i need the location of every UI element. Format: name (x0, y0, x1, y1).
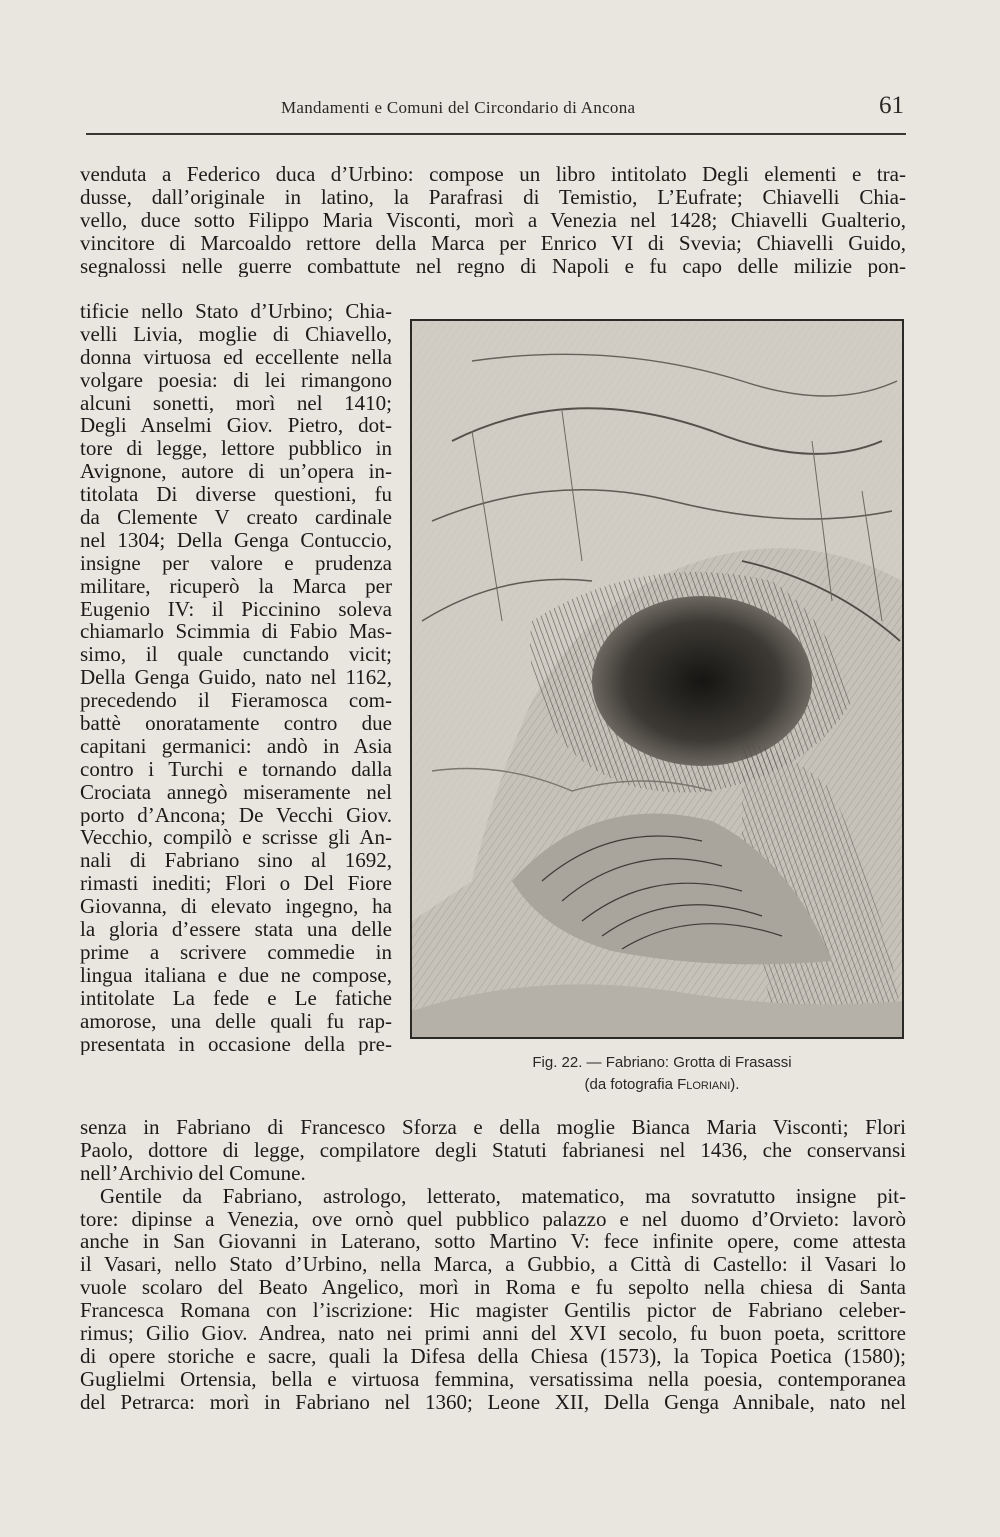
caption-line-1: Fig. 22. — Fabriano: Grotta di Frasassi (532, 1054, 792, 1071)
text-line: vuole scolaro del Beato Angelico, morì in Roma e fu sepolto nella chiesa di Santa (80, 1276, 906, 1300)
text-line: precedendo il Fieramosca com- (80, 689, 392, 713)
bottom-paragraphs (80, 1116, 906, 1414)
page-number: 61 (879, 92, 904, 119)
header-rule (86, 133, 906, 135)
page-header (86, 92, 906, 132)
caption-prefix: (da fotografia (584, 1076, 678, 1093)
text-line: Degli Anselmi Giov. Pietro, dot- (80, 414, 392, 438)
text-line: volgare poesia: di lei rimangono (80, 368, 392, 392)
text-line: capitani germanici: andò in Asia (80, 734, 392, 758)
text-line: dusse, dall’originale in latino, la Parafrasi di Temistio, L’Eufrate; Chiavelli Chia- (80, 185, 906, 209)
text-line: titolata Di diverse questioni, fu (80, 483, 392, 507)
figure-caption (420, 1052, 904, 1096)
text-line: contro i Turchi e tornando dalla (80, 757, 392, 781)
running-title: Mandamenti e Comuni del Circondario di Ancona (281, 98, 636, 117)
text-line: da Clemente V creato cardinale (80, 506, 392, 529)
text-line: porto d’Ancona; De Vecchi Giov. (80, 803, 392, 827)
text-line: Vecchio, compilò e scrisse gli An- (80, 826, 392, 850)
text-line: Gentile da Fabriano, astrologo, letterato, matematico, ma sovratutto insigne pit- (100, 1184, 906, 1208)
text-line: tore di legge, lettore pubblico in (80, 437, 392, 461)
text-line: Eugenio IV: il Piccinino soleva (80, 597, 392, 621)
text-line: battè onoratamente contro due (80, 712, 392, 735)
left-column-text (80, 300, 392, 1055)
text-line: Giovanna, di elevato ingegno, ha (80, 895, 392, 919)
text-line: Della Genga Guido, nato nel 1162, (80, 666, 392, 690)
text-line: chiamarlo Scimmia di Fabio Mas- (80, 620, 392, 644)
text-line: anche in San Giovanni in Laterano, sotto Martino V: fece infinite opere, come attesta (80, 1230, 906, 1254)
text-line: il Vasari, nello Stato d’Urbino, nella Marca, a Gubbio, a Città di Castello: il Vasari lo (80, 1253, 906, 1277)
cave-engraving-figure (410, 319, 904, 1039)
text-line: segnalossi nelle guerre combattute nel regno di Napoli e fu capo delle milizie pon- (80, 254, 906, 278)
text-line: donna virtuosa ed eccellente nella (80, 345, 392, 369)
text-line: Avignone, autore di un’opera in- (80, 460, 392, 484)
text-line: prime a scrivere commedie in (80, 940, 392, 964)
text-line: lingua italiana e due ne compose, (80, 963, 392, 987)
text-line: tore: dipinse a Venezia, ove ornò quel pubblico palazzo e nel duomo d’Orvieto: lavorò (80, 1207, 906, 1231)
text-line: rimasti inediti; Flori o Del Fiore (80, 872, 392, 896)
caption-line-2 (420, 1074, 904, 1096)
text-line: la gloria d’essere stata una delle (80, 918, 392, 941)
caption-suffix: ). (730, 1076, 740, 1093)
text-line: Francesca Romana con l’iscrizione: Hic magister Gentilis pictor de Fabriano celeber- (80, 1299, 906, 1323)
text-line: presentata in occasione della pre- (80, 1032, 392, 1056)
text-line: amorose, una delle quali fu rap- (80, 1009, 392, 1033)
text-line: velli Livia, moglie di Chiavello, (80, 322, 392, 346)
text-line: del Petrarca: morì in Fabriano nel 1360; Leone XII, Della Genga Annibale, nato nel (80, 1390, 906, 1414)
text-line: militare, ricuperò la Marca per (80, 574, 392, 598)
text-line: senza in Fabriano di Francesco Sforza e della moglie Bianca Maria Visconti; Flori (80, 1116, 906, 1139)
photographer-name: Floriani (677, 1076, 731, 1093)
text-line: Paolo, dottore di legge, compilatore degli Statuti fabrianesi nel 1436, che conservansi (80, 1138, 906, 1162)
text-line: vincitore di Marcoaldo rettore della Marca per Enrico VI di Svevia; Chiavelli Guido, (80, 231, 906, 255)
text-line: di opere storiche e sacre, quali la Difesa della Chiesa (1573), la Topica Poetica (1580); (80, 1344, 906, 1368)
text-line: vello, duce sotto Filippo Maria Visconti, morì a Venezia nel 1428; Chiavelli Gualterio, (80, 208, 906, 232)
text-line: nell’Archivio del Comune. (80, 1161, 306, 1185)
text-line: rimus; Gilio Giov. Andrea, nato nei primi anni del XVI secolo, fu buon poeta, scrittore (80, 1322, 906, 1345)
text-line: intitolate La fede e Le fatiche (80, 986, 392, 1010)
text-line: venduta a Federico duca d’Urbino: compose un libro intitolato Degli elementi e tra- (80, 163, 906, 186)
text-line: simo, il quale cunctando vicit; (80, 643, 392, 667)
text-line: tificie nello Stato d’Urbino; Chia- (80, 300, 392, 323)
text-line: Guglielmi Ortensia, bella e virtuosa femmina, versatissima nella poesia, contemporanea (80, 1367, 906, 1391)
text-line: nel 1304; Della Genga Contuccio, (80, 528, 392, 552)
text-line: alcuni sonetti, morì nel 1410; (80, 391, 392, 415)
text-line: nali di Fabriano sino al 1692, (80, 849, 392, 873)
cave-illustration (412, 321, 902, 1037)
text-line: insigne per valore e prudenza (80, 551, 392, 575)
top-paragraph (80, 163, 906, 277)
text-line: Crociata annegò miseramente nel (80, 780, 392, 804)
